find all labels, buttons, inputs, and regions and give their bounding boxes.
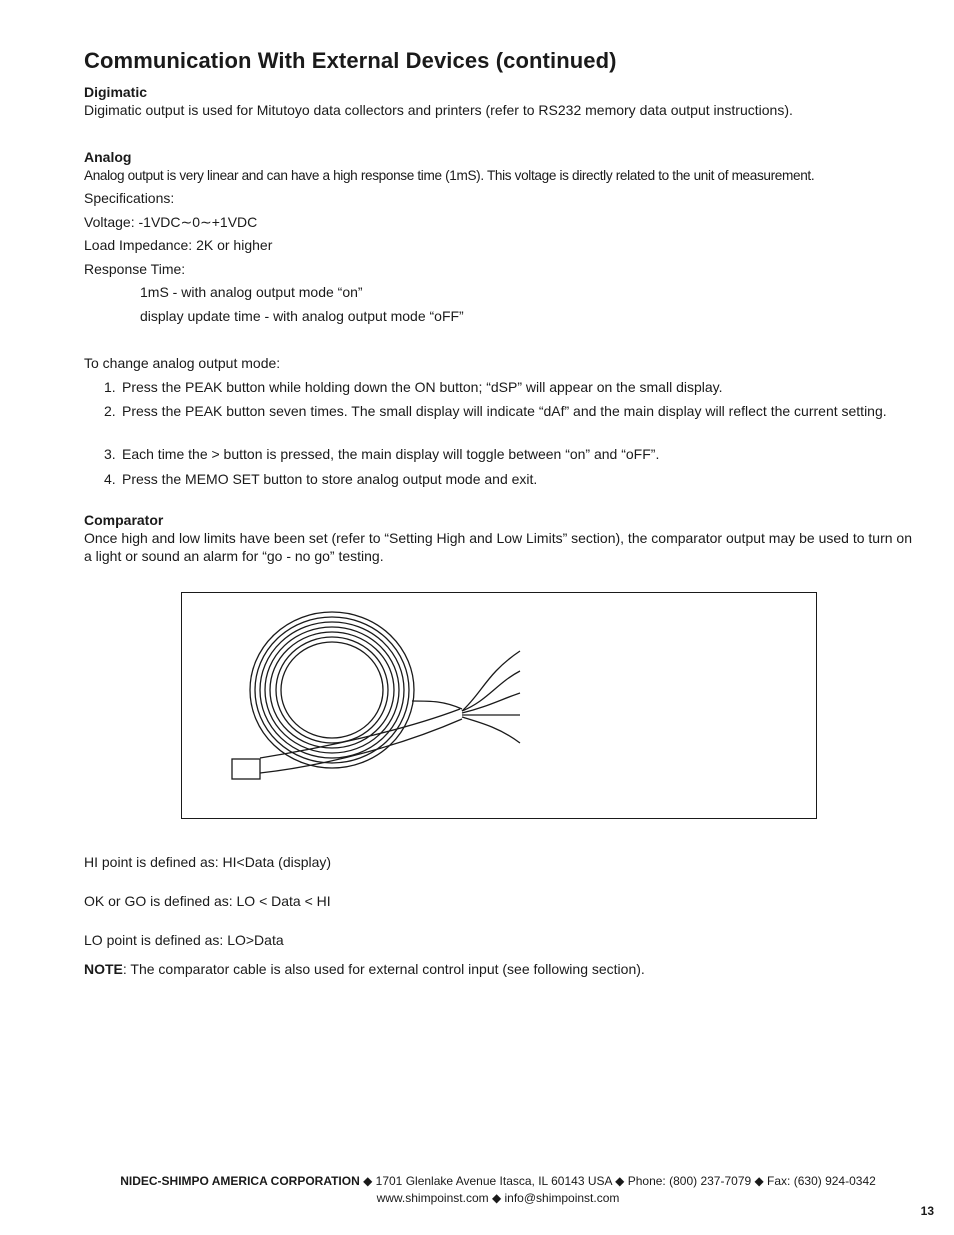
- page-number: 13: [920, 1204, 934, 1218]
- analog-heading: Analog: [84, 149, 132, 165]
- analog-response-on: 1mS - with analog output mode “on”: [140, 284, 363, 300]
- digimatic-heading: Digimatic: [84, 84, 148, 100]
- step-number: 3.: [104, 446, 116, 462]
- comparator-cable-figure: [181, 592, 817, 819]
- comparator-ok-definition: OK or GO is defined as: LO < Data < HI: [84, 893, 331, 909]
- analog-change-label: To change analog output mode:: [84, 355, 281, 371]
- analog-voltage: Voltage: -1VDC∼0∼+1VDC: [84, 214, 258, 230]
- step-text: Press the PEAK button seven times. The small display will indicate “dAf” and the main display will reflect the current setting.: [122, 403, 887, 419]
- step-number: 2.: [104, 403, 116, 419]
- analog-step-2: [104, 402, 912, 421]
- analog-step-1: [104, 378, 912, 397]
- step-number: 4.: [104, 471, 116, 487]
- footer-company: NIDEC-SHIMPO AMERICA CORPORATION: [120, 1174, 360, 1188]
- footer-web-line: www.shimpoinst.com ◆ info@shimpoinst.com: [376, 1191, 620, 1205]
- footer-address-line: [84, 1174, 912, 1188]
- page-title: Communication With External Devices (continued): [84, 48, 617, 73]
- step-text: Press the MEMO SET button to store analog output mode and exit.: [122, 471, 538, 487]
- step-text: Press the PEAK button while holding down the ON button; “dSP” will appear on the small display.: [122, 379, 723, 395]
- footer-address: ◆ 1701 Glenlake Avenue Itasca, IL 60143 USA ◆ Phone: (800) 237-7079 ◆ Fax: (630) 924-0342: [359, 1174, 876, 1188]
- note-label: NOTE: [84, 961, 123, 977]
- note-text: : The comparator cable is also used for external control input (see following section).: [122, 961, 645, 977]
- comparator-hi-definition: HI point is defined as: HI<Data (display): [84, 854, 332, 870]
- digimatic-text: Digimatic output is used for Mitutoyo data collectors and printers (refer to RS232 memory data output instructions).: [84, 102, 793, 118]
- analog-load-impedance: Load Impedance: 2K or higher: [84, 237, 273, 253]
- analog-intro: Analog output is very linear and can have a high response time (1mS). This voltage is directly related to the unit of measurement.: [84, 168, 815, 183]
- coiled-cable-icon: [182, 593, 818, 820]
- analog-step-4: [104, 470, 912, 489]
- analog-response-label: Response Time:: [84, 261, 186, 277]
- comparator-note: [84, 960, 645, 979]
- step-number: 1.: [104, 379, 116, 395]
- comparator-text: Once high and low limits have been set (refer to “Setting High and Low Limits” section), the comparator output may be used to turn on a light or sound an alarm for “go - no go” testing.: [84, 530, 912, 564]
- comparator-lo-definition: LO point is defined as: LO>Data: [84, 932, 284, 948]
- analog-response-off: display update time - with analog output mode “oFF”: [140, 308, 464, 324]
- step-text: Each time the > button is pressed, the main display will toggle between “on” and “oFF”.: [122, 446, 660, 462]
- analog-specs-label: Specifications:: [84, 190, 175, 206]
- comparator-heading: Comparator: [84, 512, 164, 528]
- analog-step-3: [104, 445, 912, 464]
